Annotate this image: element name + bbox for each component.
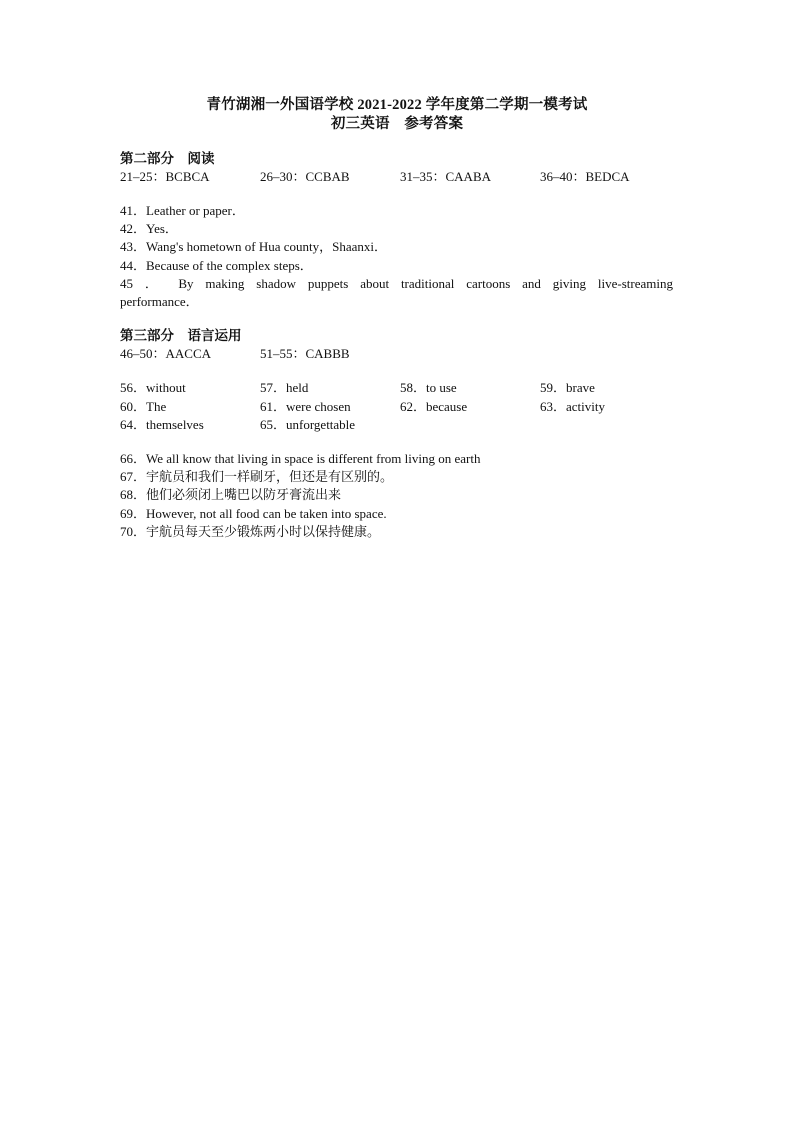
document-title: 青竹湖湘一外国语学校 2021-2022 学年度第二学期一模考试 <box>206 97 588 113</box>
fill-blank-answer: 63．activity <box>540 399 605 414</box>
translation-answer: 68．他们必须闭上嘴巴以防牙膏流出来 <box>120 487 342 502</box>
fill-blank-answer: 61．were chosen <box>260 399 351 414</box>
choice-group: 46–50：AACCA <box>120 346 212 361</box>
fill-blank-answer: 58．to use <box>400 380 457 395</box>
answer-line: 44．Because of the complex steps． <box>120 258 313 273</box>
translation-answer: 66．We all know that living in space is different from living on earth <box>120 451 481 466</box>
choice-group: 51–55：CABBB <box>260 346 350 361</box>
section-heading-language-use: 第三部分 语言运用 <box>120 328 242 343</box>
fill-blank-answer: 56．without <box>120 380 186 395</box>
translation-answer: 70．宇航员每天至少锻炼两小时以保持健康。 <box>120 524 381 539</box>
choice-group: 26–30：CCBAB <box>260 169 350 184</box>
translation-answer: 67．宇航员和我们一样刷牙，但还是有区别的。 <box>120 469 394 484</box>
answer-line <box>120 275 673 293</box>
answer-line-continuation: performance． <box>120 294 199 309</box>
answer-line: 42．Yes． <box>120 221 178 236</box>
fill-blank-answer: 62．because <box>400 399 468 414</box>
answer-45-text: 45 ． By making shadow puppets about traditional cartoons and giving live-streaming <box>120 276 673 291</box>
fill-blank-answer: 65．unforgettable <box>260 417 356 432</box>
answer-line: 43．Wang's hometown of Hua county，Shaanxi． <box>120 239 388 254</box>
fill-blank-answer: 59．brave <box>540 380 595 395</box>
document-subtitle: 初三英语 参考答案 <box>330 116 464 132</box>
fill-blank-answer: 60．The <box>120 399 167 414</box>
section-heading-reading: 第二部分 阅读 <box>120 151 215 166</box>
choice-group: 31–35：CAABA <box>400 169 492 184</box>
fill-blank-answer: 64．themselves <box>120 417 204 432</box>
fill-blank-answer: 57．held <box>260 380 309 395</box>
choice-group: 36–40：BEDCA <box>540 169 630 184</box>
translation-answer: 69．However, not all food can be taken into space. <box>120 506 387 521</box>
answer-line: 41．Leather or paper． <box>120 203 245 218</box>
choice-group: 21–25：BCBCA <box>120 169 210 184</box>
